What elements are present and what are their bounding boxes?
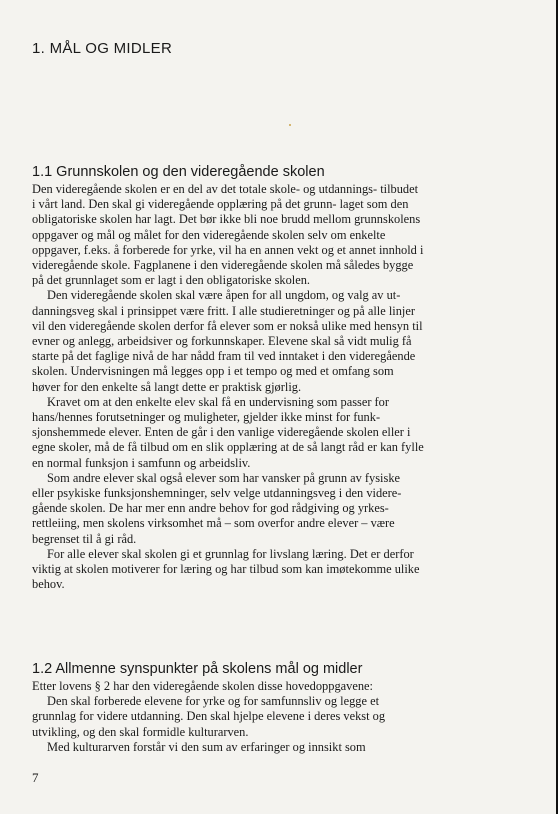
section-heading: 1.1 Grunnskolen og den videregående skolen: [32, 164, 325, 180]
paragraph: Den skal forberede elevene for yrke og for samfunnsliv og legge et grunnlag for videre utdanning. Den skal hjelpe elevene i deres vekst og utvikling, og den skal formidle kulturarven.: [32, 694, 386, 739]
page-number: 7: [32, 770, 39, 785]
section-heading: 1.2 Allmenne synspunkter på skolens mål og midler: [32, 661, 363, 677]
paragraph: Den videregående skolen er en del av det totale skole- og utdannings- tilbudet i vårt land. Den skal gi videregående opplæring på det grunn- laget som den obligatoriske skolen har lagt. Det bør ikke bli noe brudd mellom grunnskolens oppgaver og mål og målet for den videregående skolen selv om enkelte oppgaver, f.eks. å forberede for yrke, vil ha en annen vekt og et annet innhold i videregående skole. Fagplanene i den videregående skolen må således bygge på det grunnlaget som er lagt i den obligatoriske skolen.: [32, 182, 424, 288]
paragraph: Kravet om at den enkelte elev skal få en undervisning som passer for hans/hennes forutsetninger og muligheter, gjelder ikke minst for funk- sjonshemmede elever. Enten de går i den vanlige videregående skolen eller i egne skoler, må de få tilbud om en slik opplæring at de så langt råd er kan fylle en normal funksjon i samfunn og arbeidsliv.: [32, 394, 424, 470]
paragraph: Etter lovens § 2 har den videregående skolen disse hovedoppgavene:: [32, 679, 373, 693]
section-1-2: [32, 660, 424, 755]
paper-speck: [289, 124, 291, 126]
paragraph: For alle elever skal skolen gi et grunnlag for livslang læring. Det er derfor viktig at skolen motiverer for læring og har tilbud som kan imøtekomme ulike behov.: [32, 546, 420, 592]
paragraph: Den videregående skolen skal være åpen for all ungdom, og valg av ut- danningsveg skal i prinsippet være fritt. I alle studieretninger og på alle linjer vil den videregående skolen derfor få elever som er nokså ulike med hensyn til evner og anlegg, arbeidsiver og forkunnskaper. Elevene skal så vidt mulig få starte på det faglige nivå de har nådd fram til ved inntaket i den videregående skolen. Undervisningen må legges opp i et tempo og med et omfang som høver for den enkelte så langt dette er praktisk gjørlig.: [32, 288, 423, 394]
chapter-title: 1. MÅL OG MIDLER: [32, 40, 173, 57]
section-1-1: [32, 163, 424, 592]
paragraph: Med kulturarven forstår vi den sum av erfaringer og innsikt som: [47, 739, 366, 754]
paragraph: Som andre elever skal også elever som har vansker på grunn av fysiske eller psykiske funksjonshemninger, selv velge utdanningsveg i den videre- gående skolen. De har mer enn andre behov for god rådgiving og yrkes- rettleiing, men skolens virksomhet må – som overfor andre elever – være begrenset til å gi råd.: [32, 470, 402, 546]
